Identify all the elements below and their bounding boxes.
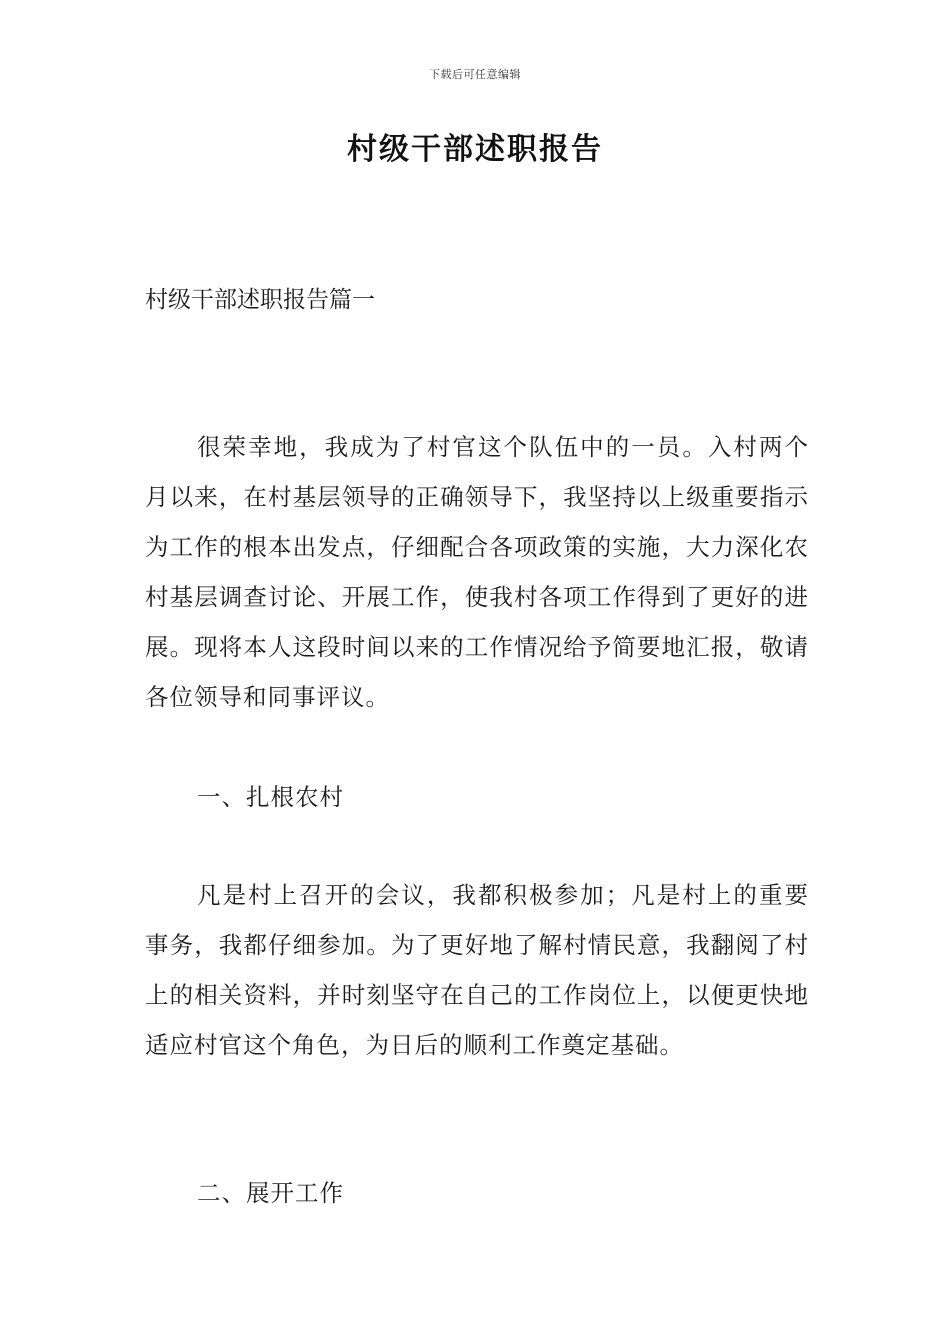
paragraph-intro: 很荣幸地，我成为了村官这个队伍中的一员。入村两个月以来，在村基层领导的正确领导下，我坚持以上级重要指示为工作的根本出发点，仔细配合各项政策的实施，大力深化农村基层调查讨论、开展工作，使我村各项工作得到了更好的进展。现将本人这段时间以来的工作情况给予简要地汇报，敬请各位领导和同事评议。 <box>145 433 809 711</box>
subheading-two: 二、展开工作 <box>197 1179 344 1207</box>
subheading-one: 一、扎根农村 <box>197 783 344 811</box>
document-title: 村级干部述职报告 <box>347 132 603 167</box>
paragraph-rooting: 凡是村上召开的会议，我都积极参加；凡是村上的重要事务，我都仔细参加。为了更好地了解村情民意，我翻阅了村上的相关资料，并时刻坚守在自己的工作岗位上，以便更快地适应村官这个角色，为日后的顺利工作奠定基础。 <box>145 881 809 1059</box>
header-note: 下载后可任意编辑 <box>429 68 521 81</box>
section-heading: 村级干部述职报告篇一 <box>145 287 375 313</box>
